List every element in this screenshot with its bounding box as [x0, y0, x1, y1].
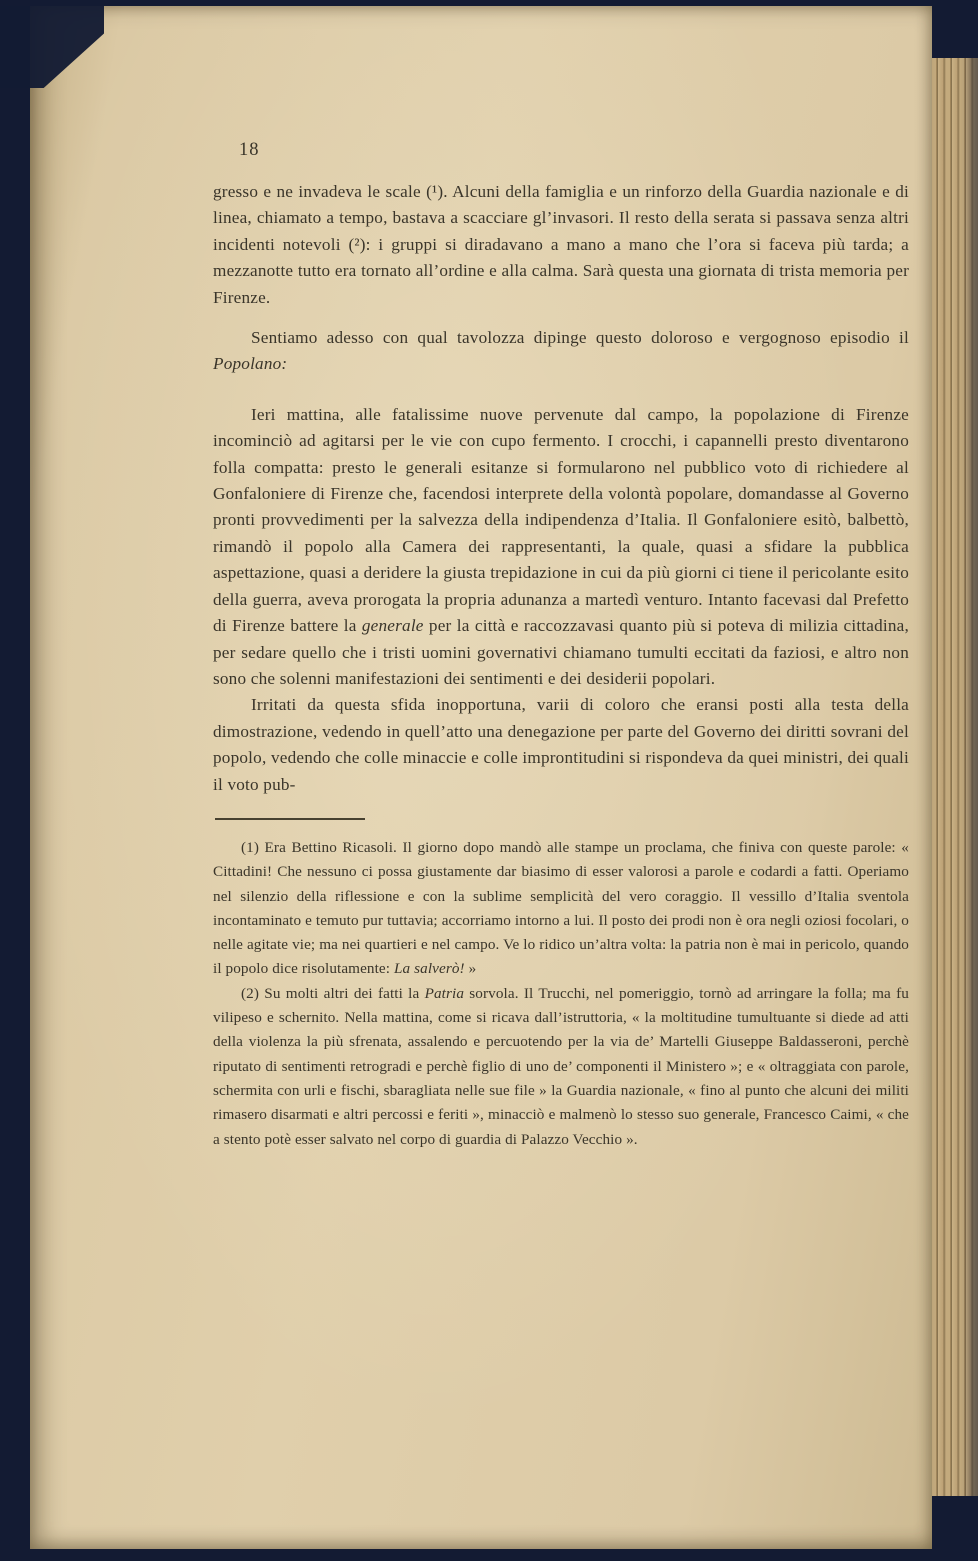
text-run: gresso e ne invadeva le scale (¹). Alcuni della famiglia e un rinforzo della Guardia nazionale e di linea, chiamato a tempo, bastava a scacciare gl’invasori. Il resto della serata si passava senza altri incidenti notevoli (²): i gruppi si diradavano a mano a mano che l’ora si faceva più tarda; a mezzanotte tutto era tornato all’ordine e alla calma. Sarà questa una giornata di trista memoria per Firenze. [213, 182, 909, 307]
footnote-2 [213, 982, 909, 1152]
italic-text: Popolano: [213, 354, 288, 374]
text-run: sorvola. Il Trucchi, nel pomeriggio, tornò ad arringare la folla; ma fu vilipeso e schernito. Nella mattina, come si ricava dall’istruttoria, « la moltitudine tumultuante si diede ad atti della violenza la più sfrenata, assalendo e percuotendo per la via de’ Martelli Giuseppe Baldasseroni, perchè riputato di sentimenti retrogradi e perchè figlio di uno de’ componenti il Ministero »; e « oltraggiata con parole, schermita con urli e fischi, sbaragliata nelle sue file » la Guardia nazionale, « fino al punto che alcuni dei militi rimasero disarmati e altri percossi e feriti », minacciò e malmenò lo stesso suo generale, Francesco Caimi, « che a stento potè esser salvato nel corpo di guardia di Palazzo Vecchio ». [213, 984, 909, 1148]
paragraph-irritati [213, 692, 909, 798]
italic-text: generale [361, 616, 424, 636]
footnotes [213, 836, 909, 1152]
scan-edge-top [0, 0, 978, 6]
footnote-1 [213, 836, 909, 982]
text-run: Irritati da questa sfida inopportuna, varii di coloro che eransi posti alla testa della dimostrazione, vedendo in quell’atto una denegazione per parte del Governo dei diritti sovrani del popolo, vedendo che colle minaccie e colle improntitudini si rispondeva da quei ministri, dei quali il voto pub- [213, 695, 909, 794]
text-block [213, 140, 909, 1152]
paragraph-sentiamo [213, 325, 909, 378]
book-fore-edge [932, 12, 978, 1532]
text-run: (1) Era Bettino Ricasoli. Il giorno dopo mandò alle stampe un proclama, che finiva con queste parole: « Cittadini! Che nessuno ci possa giustamente dar biasimo di esser valorosi a parole e codardi a fatti. Operiamo nel silenzio della riflessione e con la sublime semplicità del vero coraggio. Il vessillo d’Italia sventola incontaminato e temuto pur tuttavia; accorriamo intorno a lui. Il posto dei prodi non è ora negli oziosi focolari, o nelle agitate vie; ma nei quartieri e nel campo. Ve lo ridico un’altra volta: la patria non è mai in pericolo, quando il popolo dice risolutamente: [213, 838, 909, 978]
text-run: Sentiamo adesso con qual tavolozza dipinge questo doloroso e vergognoso episodio il [251, 328, 909, 348]
scan-edge-bottom [0, 1549, 978, 1561]
text-run: » [464, 960, 477, 978]
paragraph-ieri-mattina [213, 402, 909, 692]
corner-shadow-top-right [932, 0, 978, 58]
text-run: (2) Su molti altri dei fatti la [241, 984, 425, 1002]
italic-text: Patria [424, 984, 465, 1002]
text-run: per la città e raccozzavasi quanto più si poteva di milizia cittadina, per sedare quello che i tristi uomini governativi chiamano tumulti eccitati da faziosi, e altro non sono che solenni manifestazioni dei sentimenti e dei desiderii popolari. [213, 616, 910, 688]
text-run: Ieri mattina, alle fatalissime nuove pervenute dal campo, la popolazione di Firenze incominciò ad agitarsi per le vie con cupo fermento. I crocchi, i capannelli presto diventarono folla compatta: presto le generali esitanze si formularono nel pubblico voto di richiedere al Gonfaloniere di Firenze che, facendosi interprete della volontà popolare, domandasse al Governo pronti provvedimenti per la salvezza della indipendenza d’Italia. Il Gonfaloniere esitò, balbettò, rimandò il popolo alla Camera dei rappresentanti, la quale, quasi a sfidare la pubblica aspettazione, quasi a deridere la giusta trepidazione in cui da più giorni ci tiene il pericolante esito della guerra, aveva prorogata la propria adunanza a martedì venturo. Intanto facevasi dal Prefetto di Firenze battere la [213, 404, 909, 636]
body-text [213, 179, 909, 798]
footnote-separator [215, 818, 365, 820]
paragraph-continuation [213, 179, 909, 311]
book-page [30, 4, 932, 1550]
italic-text: La salverò! [394, 960, 465, 978]
page-number: 18 [239, 140, 260, 160]
